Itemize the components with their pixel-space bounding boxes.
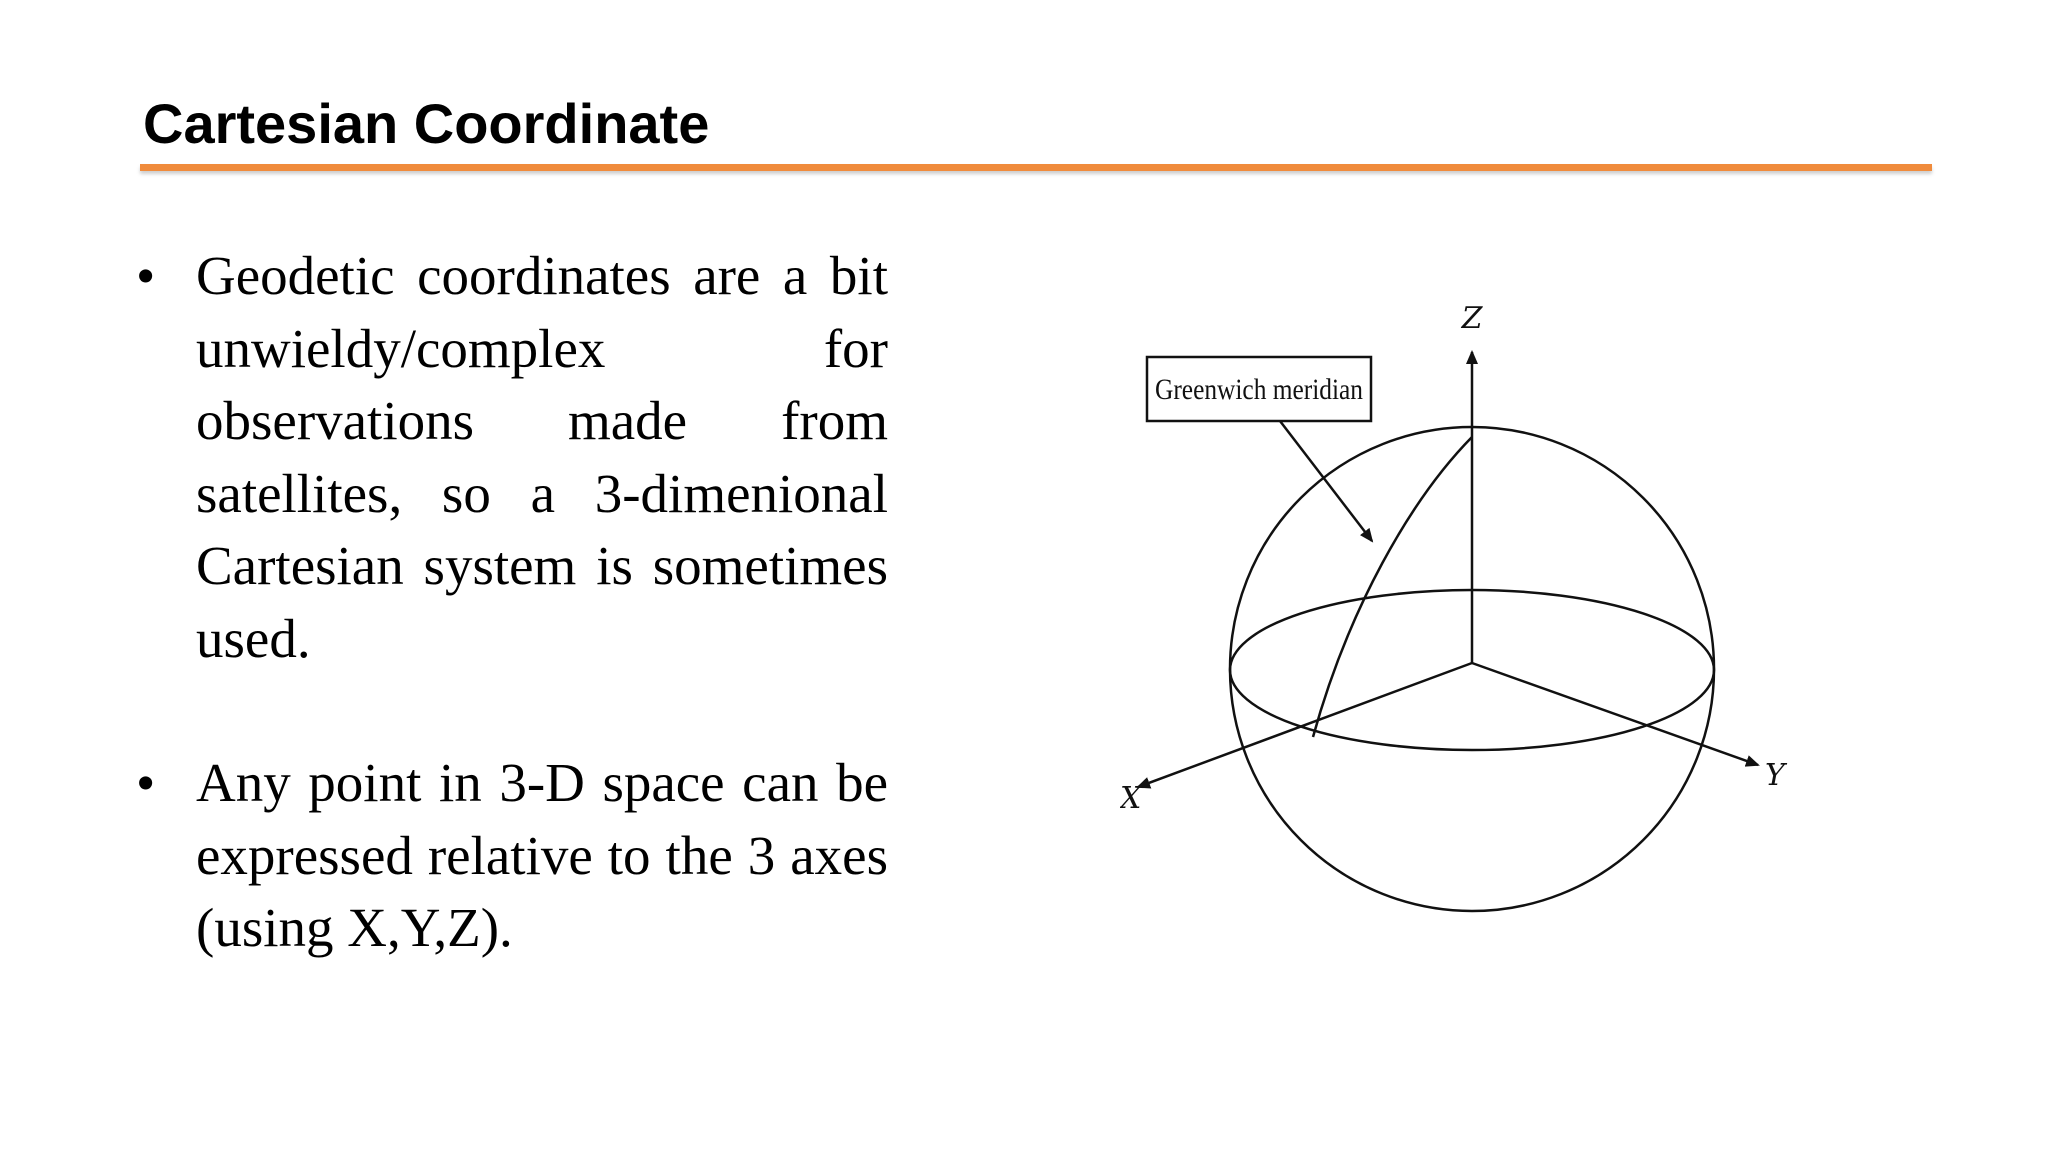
bullet-text: Any point in 3-D space can be expressed relative to the 3 axes (using X,Y,Z). [196,752,888,958]
bullet-list [136,240,888,1037]
title-underline [140,164,1932,171]
cartesian-sphere-diagram [1120,280,1820,920]
bullet-text: Geodetic coordinates are a bit unwieldy/complex for observations made from satellites, so a 3-dimenional Cartesian system is sometimes used. [196,245,888,669]
z-axis-label: Z [1461,301,1483,336]
bullet-item [136,747,888,965]
slide-title: Cartesian Coordinate [143,92,710,155]
sphere-svg [1120,280,1820,920]
callout-pointer [1280,421,1372,541]
x-axis [1138,663,1472,787]
bullet-marker: • [136,752,156,813]
y-axis-label: Y [1765,758,1785,793]
callout-label: Greenwich meridian [1155,373,1363,406]
x-axis-label: X [1120,781,1142,816]
bullet-marker: • [136,245,156,306]
bullet-item [136,240,888,675]
